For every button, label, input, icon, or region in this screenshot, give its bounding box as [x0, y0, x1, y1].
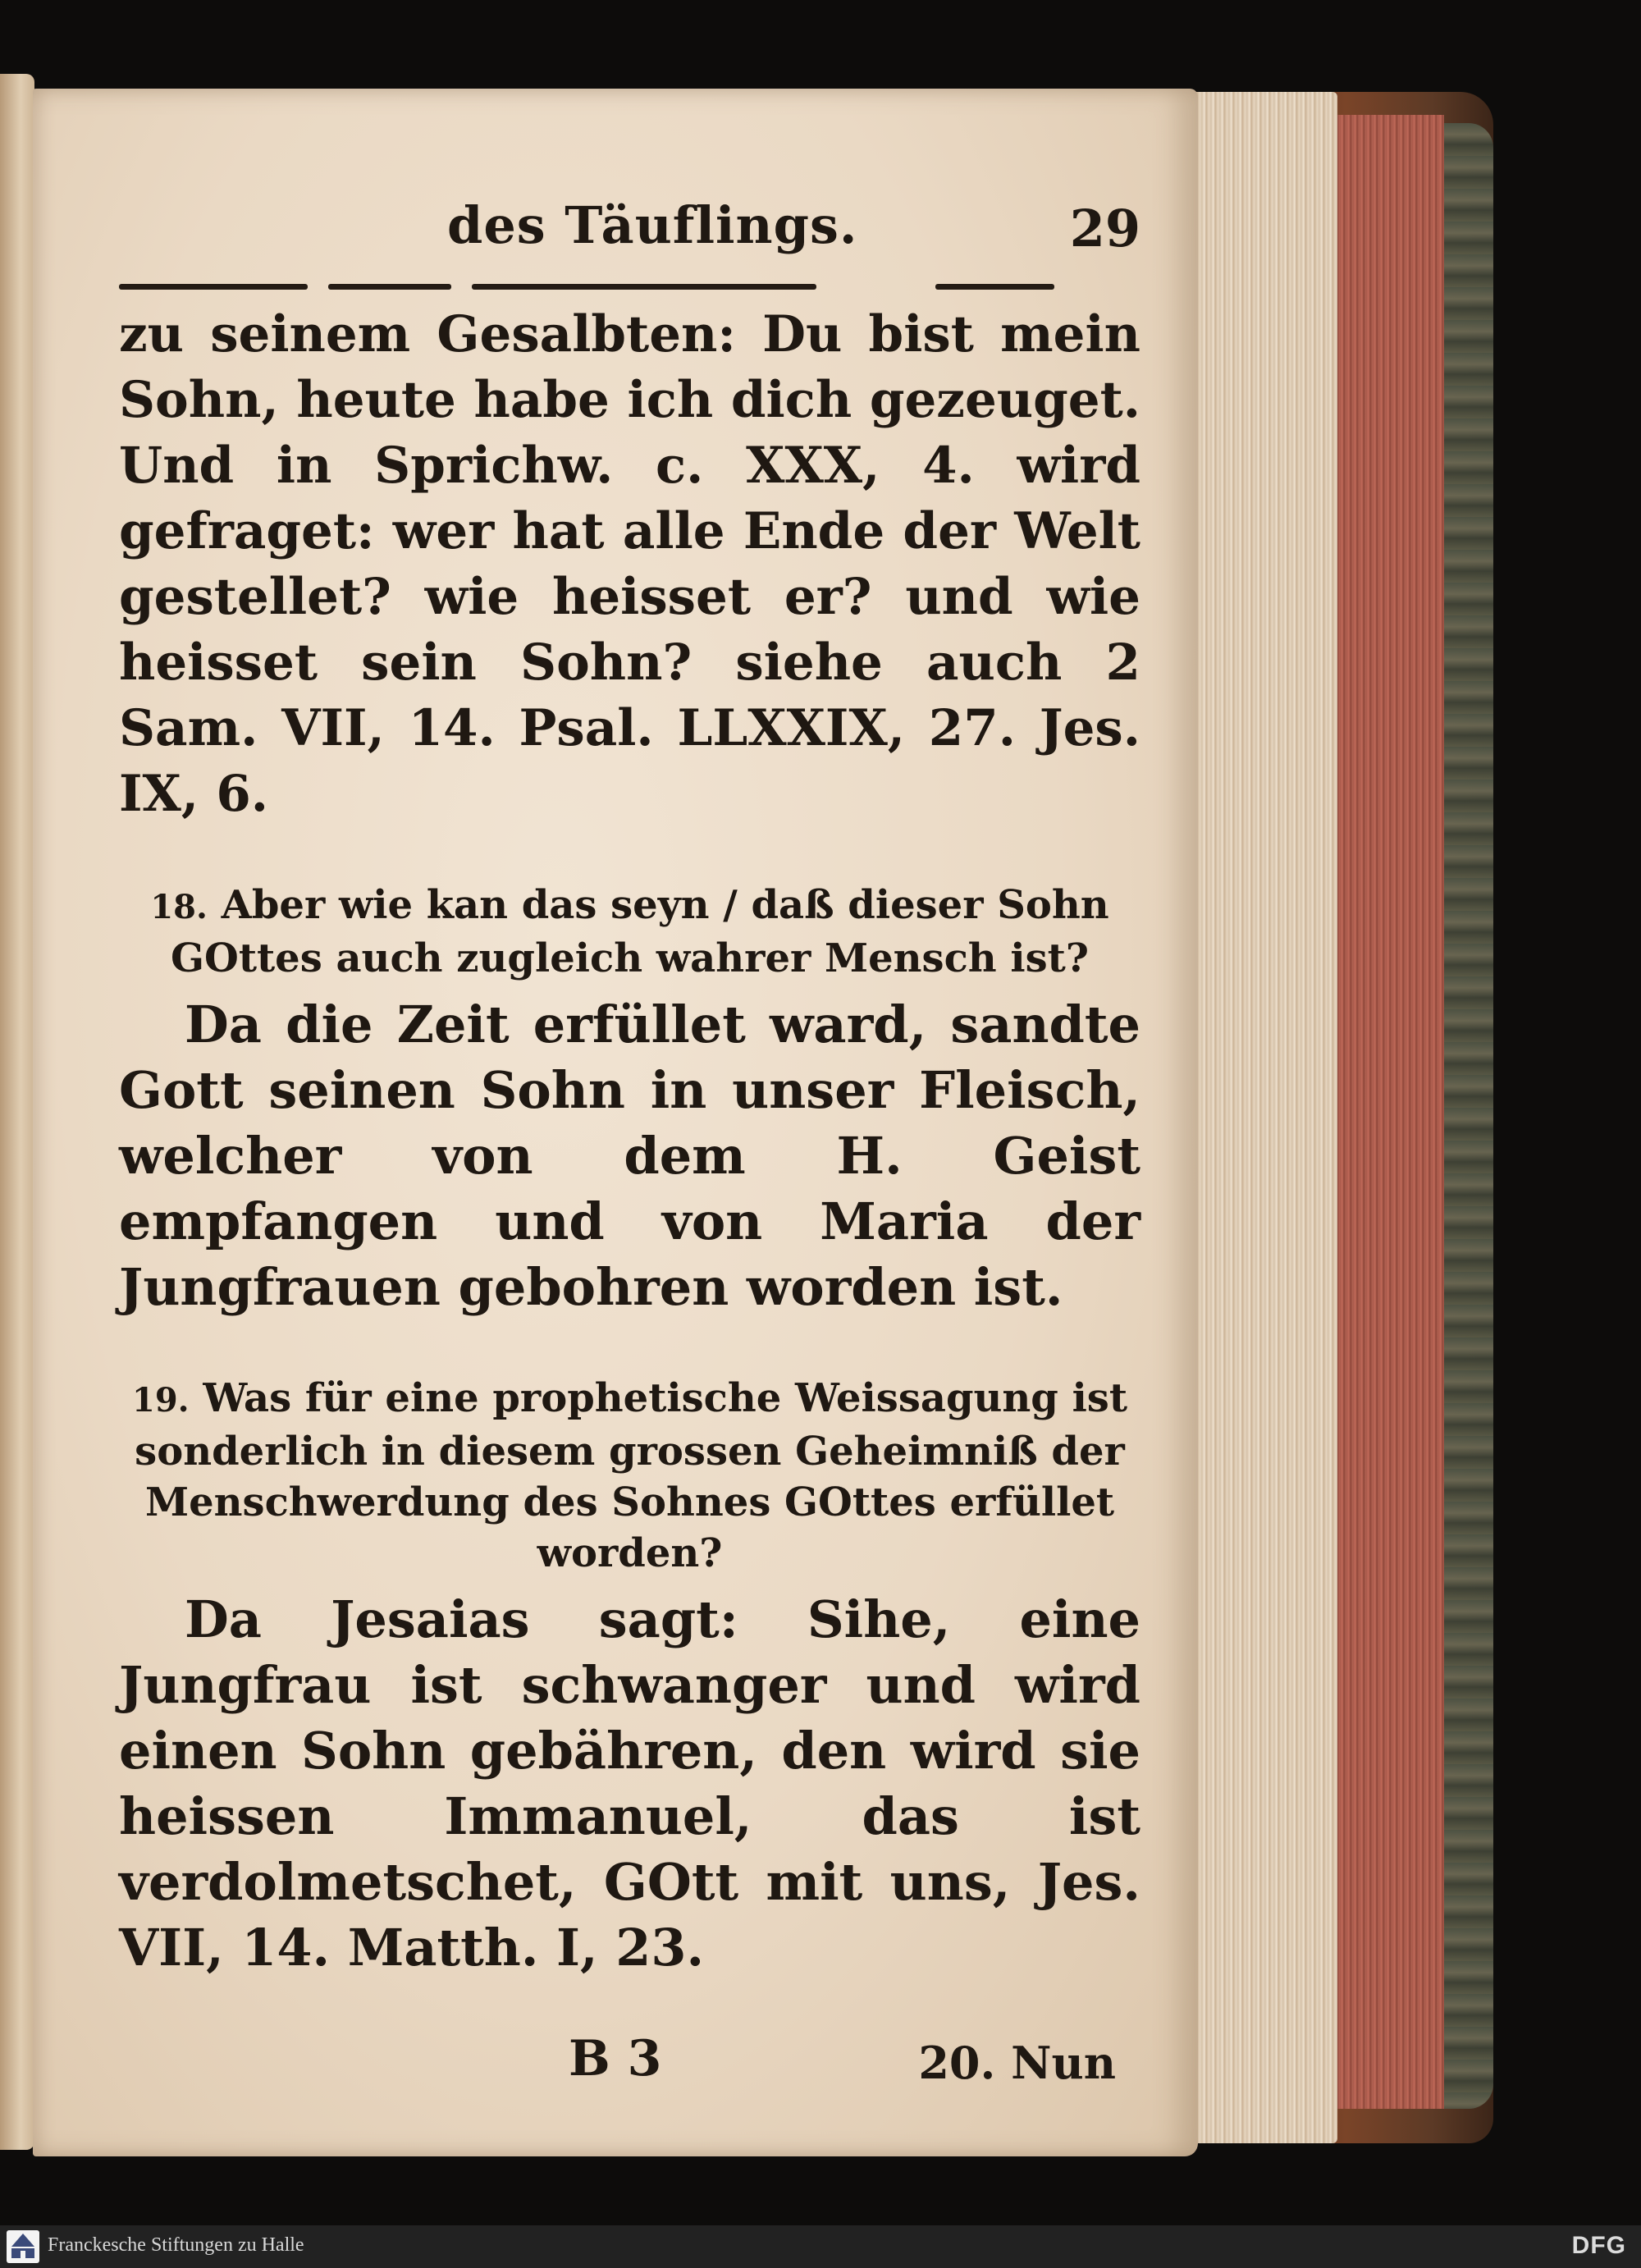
question-number: 19. — [132, 1381, 190, 1420]
rule-segment — [472, 284, 816, 290]
viewer-footer-bar — [0, 2225, 1641, 2268]
rule-segment — [935, 284, 1054, 290]
foundation-logo-icon — [7, 2230, 39, 2263]
page-header — [119, 187, 1140, 277]
institution-label: Franckesche Stiftungen zu Halle — [48, 2234, 304, 2256]
question-19 — [126, 1373, 1134, 1579]
book-page — [33, 89, 1198, 2156]
continuation-paragraph: zu seinem Gesalbten: Du bist mein Sohn, heute habe ich dich gezeuget. Und in Sprichw. c. XXX, 4. wird gefraget: wer hat alle Ende der Welt gestellet? wie heisset er? und wie heisset sein Sohn? siehe auch 2 Sam. VII, 14. Psal. LLXXIX, 27. Jes. IX, 6. — [119, 305, 1140, 823]
question-18 — [126, 880, 1134, 984]
running-title: des Täuflings. — [447, 195, 858, 255]
question-text: Was für eine prophetische Weissagung ist sonderlich in diesem grossen Geheimniß der Menschwerdung des Sohnes GOttes erfüllet worden? — [135, 1375, 1127, 1576]
question-text: Aber wie kan das seyn / daß dieser Sohn GOttes auch zugleich wahrer Mensch ist? — [171, 882, 1109, 981]
page-footer — [119, 2030, 1140, 2112]
answer-19: Da Jesaias sagt: Sihe, eine Jungfrau ist schwanger und wird einen Sohn gebähren, den wird sie heissen Immanuel, das ist verdolmetschet, GOtt mit uns, Jes. VII, 14. Matth. I, 23. — [119, 1589, 1140, 1978]
signature-mark: B 3 — [569, 2030, 662, 2087]
dfg-logo: DFG — [1571, 2232, 1626, 2259]
page-stack — [1182, 92, 1337, 2143]
page-number: 29 — [1069, 199, 1140, 258]
catchword: 20. Nun — [918, 2037, 1116, 2089]
header-rule — [119, 277, 1140, 302]
red-page-edge — [1333, 115, 1444, 2109]
cover-binding — [1444, 123, 1493, 2109]
answer-18: Da die Zeit erfüllet ward, sandte Gott seinen Sohn in unser Fleisch, welcher von dem H. Geist empfangen und von Maria der Jungfrauen gebohren worden ist. — [119, 995, 1140, 1317]
question-number: 18. — [150, 888, 208, 926]
left-page-edge — [0, 74, 34, 2150]
page-content — [119, 187, 1140, 2089]
rule-segment — [328, 284, 451, 290]
rule-segment — [119, 284, 308, 290]
